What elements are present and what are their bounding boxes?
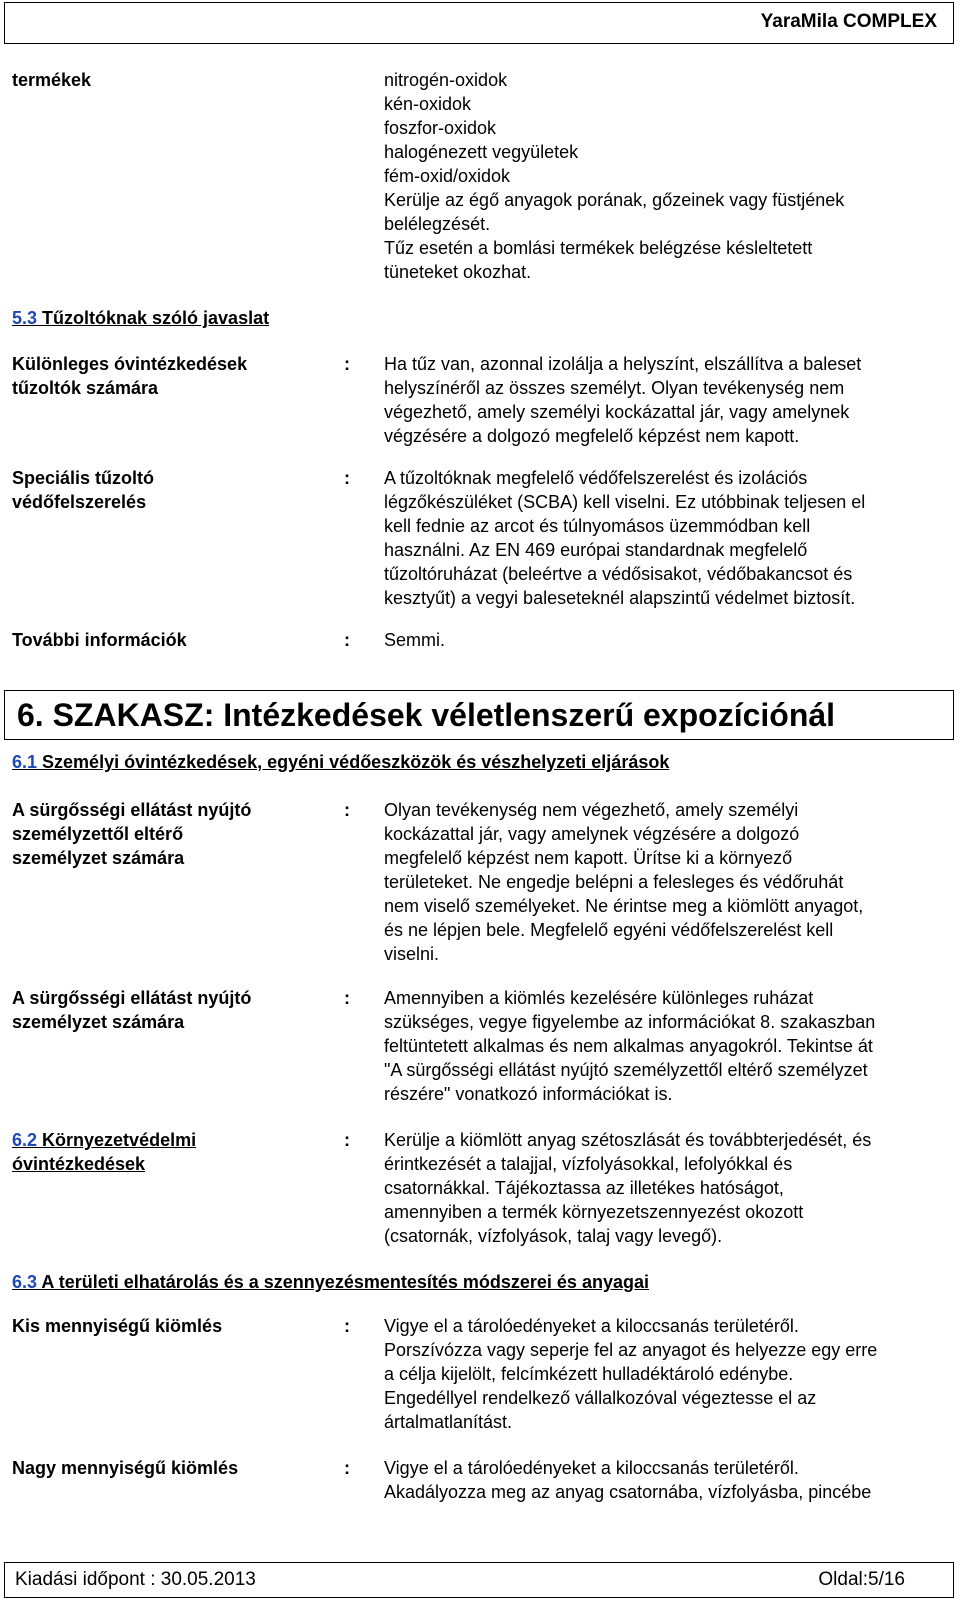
section-number: 6.2 <box>12 1130 38 1150</box>
colon: : <box>344 468 350 488</box>
page-footer <box>4 1562 954 1598</box>
section-number: 6.3 <box>12 1272 38 1292</box>
value-non-emergency-personnel: Olyan tevékenység nem végezhető, amely személyi kockázattal jár, vagy amelynek végzésére a dolgozó megfelelő képzést nem kapott. Ürítse ki a környező területeket. Ne engedje belépni a felesleges és védőruhát nem viselő személyeket. Ne érintse meg a kiömlött anyagot, és ne lépjen bele. Megfelelő egyéni védőfelszerelést kell viselni. <box>384 800 864 964</box>
colon: : <box>344 354 350 374</box>
section-title: óvintézkedések <box>12 1154 146 1174</box>
value-emergency-responders: Amennyiben a kiömlés kezelésére különleges ruházat szükséges, vegye figyelembe az információkat 8. szakaszban feltüntetett alkalmas és nem alkalmas anyagokról. Tekintse át "A sürgősségi ellátást nyújtó személyzettől eltérő személyzet részére" vonatkozó információkat is. <box>384 988 876 1104</box>
text-line: Kerülje az égő anyagok porának, gőzeinek vagy füstjének <box>384 190 845 210</box>
colon: : <box>344 988 350 1008</box>
subsection-6-1-heading <box>12 750 669 774</box>
text-line: kén-oxidok <box>384 94 472 114</box>
label-termekek: termékek <box>12 70 92 90</box>
value-small-spill: Vigye el a tárolóedényeket a kiloccsanás területéről. Porszívózza vagy seperje fel az anyagot és helyezze egy erre a célja kijelölt, felcímkézett hulladéktároló edénybe. Engedéllyel rendelkező vállalkozóval végeztesse el az ártalmatlanítást. <box>384 1316 878 1432</box>
text-line: belélegzését. <box>384 214 491 234</box>
label-firefighter-equipment: Speciális tűzoltó védőfelszerelés <box>12 468 155 512</box>
colon: : <box>344 800 350 820</box>
subsection-5-3-heading <box>12 306 269 330</box>
issue-date: Kiadási időpont : 30.05.2013 <box>15 1569 256 1590</box>
decomposition-products-list <box>384 68 956 284</box>
section-title: A területi elhatárolás és a szennyezésmentesítés módszerei és anyagai <box>37 1272 649 1292</box>
colon: : <box>344 630 350 650</box>
section-title: Tűzoltóknak szóló javaslat <box>37 308 270 328</box>
text-line: nitrogén-oxidok <box>384 70 508 90</box>
value-environmental-precautions: Kerülje a kiömlött anyag szétoszlását és továbbterjedését, és érintkezését a talajjal, vízfolyásokkal, lefolyókkal és csatornákkal. Tájékoztassa az illetékes hatóságot, amennyiben a termék környezetszennyezést okozott (csatornák, vízfolyások, talaj vagy levegő). <box>384 1130 872 1246</box>
text-line: tüneteket okozhat. <box>384 262 532 282</box>
section-number: 5.3 <box>12 308 38 328</box>
label-further-info: További információk <box>12 630 187 650</box>
label-small-spill: Kis mennyiségű kiömlés <box>12 1316 223 1336</box>
text-line: Tűz esetén a bomlási termékek belégzése késleltetett <box>384 238 813 258</box>
colon: : <box>344 1316 350 1336</box>
subsection-6-3-heading <box>12 1270 649 1294</box>
section-6-title: 6. SZAKASZ: Intézkedések véletlenszerű expozíciónál <box>17 697 836 733</box>
label-large-spill: Nagy mennyiségű kiömlés <box>12 1458 239 1478</box>
value-large-spill: Vigye el a tárolóedényeket a kiloccsanás területéről. Akadályozza meg az anyag csatornába, vízfolyásba, pincébe <box>384 1458 872 1502</box>
section-title: Környezetvédelmi <box>37 1130 197 1150</box>
text-line: foszfor-oxidok <box>384 118 497 138</box>
colon: : <box>344 1458 350 1478</box>
text-line: halogénezett vegyületek <box>384 142 579 162</box>
value-special-precautions: Ha tűz van, azonnal izolálja a helyszínt, elszállítva a baleset helyszínéről az összes személyt. Olyan tevékenység nem végezhető, amely személyi kockázattal jár, vagy amelynek végzésére a dolgozó megfelelő képzést nem kapott. <box>384 354 862 446</box>
colon: : <box>344 1130 350 1150</box>
value-further-info: Semmi. <box>384 630 446 650</box>
section-title: Személyi óvintézkedések, egyéni védőeszközök és vészhelyzeti eljárások <box>37 752 670 772</box>
text-line: fém-oxid/oxidok <box>384 166 511 186</box>
page-header <box>4 2 954 44</box>
label-non-emergency-personnel: A sürgősségi ellátást nyújtó személyzettől eltérő személyzet számára <box>12 800 252 868</box>
page-number: Oldal:5/16 <box>818 1569 905 1590</box>
section-6-header <box>4 690 954 740</box>
document-title: YaraMila COMPLEX <box>760 11 937 32</box>
subsection-6-2-heading <box>12 1128 196 1176</box>
label-special-precautions: Különleges óvintézkedések tűzoltók számára <box>12 354 248 398</box>
value-firefighter-equipment: A tűzoltóknak megfelelő védőfelszerelést és izolációs légzőkészüléket (SCBA) kell viselni. Ez utóbbinak teljesen el kell fednie az arcot és túlnyomásos üzemmódban kell használni. Az EN 469 európai standardnak megfelelő tűzoltóruházat (beleértve a védősisakot, védőbakancsot és kesztyűt) a vegyi baleseteknél alapszintű védelmet biztosít. <box>384 468 866 608</box>
label-emergency-responders: A sürgősségi ellátást nyújtó személyzet számára <box>12 988 252 1032</box>
section-number: 6.1 <box>12 752 38 772</box>
